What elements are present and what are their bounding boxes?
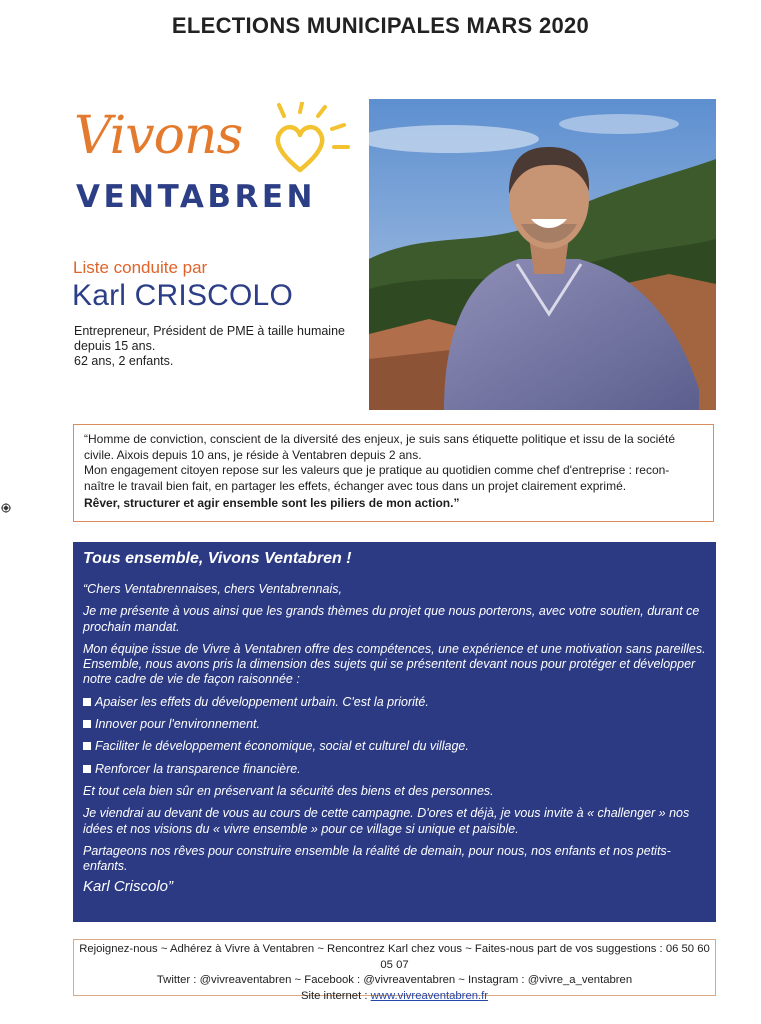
quote-line: naître le travail bien fait, en partager les effets, échanger avec tous dans un projet clairement exprimé.	[84, 478, 627, 493]
logo-script-text: Vivons	[74, 106, 243, 166]
contact-footer	[73, 939, 716, 1002]
priority-item	[83, 695, 711, 710]
square-bullet-icon	[83, 742, 91, 750]
site-label: Site internet :	[300, 989, 371, 1002]
bio-line: depuis 15 ans.	[74, 339, 156, 353]
page-title: ELECTIONS MUNICIPALES MARS 2020	[171, 13, 590, 38]
manifesto-body	[83, 582, 711, 881]
logo-wordmark: VENTABREN	[76, 179, 316, 215]
manifesto-intro: Je me présente à vous ainsi que les grands thèmes du projet que nous porterons, avec votre soutien, durant ce prochain mandat.	[83, 604, 700, 634]
candidate-bio	[74, 324, 364, 369]
footer-line-site	[74, 989, 715, 1005]
square-bullet-icon	[83, 698, 91, 706]
priority-item	[83, 739, 711, 754]
candidate-quote-box	[73, 424, 714, 522]
quote-emphasis: Rêver, structurer et agir ensemble sont les piliers de mon action.”	[84, 496, 460, 510]
candidate-portrait-photo	[369, 99, 716, 410]
priority-text: Apaiser les effets du développement urbain. C'est la priorité.	[95, 694, 429, 709]
bio-line: 62 ans, 2 enfants.	[74, 354, 174, 368]
priority-text: Faciliter le développement économique, social et culturel du village.	[95, 739, 469, 754]
footer-line-contact: Rejoignez-nous ~ Adhérez à Vivre à Ventabren ~ Rencontrez Karl chez vous ~ Faites-nous part de vos suggestions : 06 50 60 05 07	[79, 943, 710, 971]
manifesto-greeting: “Chers Ventabrennaises, chers Ventabrennais,	[83, 582, 342, 596]
square-bullet-icon	[83, 720, 91, 728]
footer-line-social: Twitter : @vivreaventabren ~ Facebook : @vivreaventabren ~ Instagram : @vivre_a_ventabren	[156, 974, 633, 986]
manifesto-signature: Karl Criscolo”	[83, 878, 174, 895]
manifesto-safety: Et tout cela bien sûr en préservant la sécurité des biens et des personnes.	[83, 783, 494, 798]
candidate-name: Karl CRISCOLO	[72, 279, 293, 312]
manifesto-panel	[73, 542, 716, 922]
priority-item	[83, 717, 711, 732]
priority-text: Renforcer la transparence financière.	[95, 761, 301, 776]
priority-text: Innover pour l'environnement.	[95, 717, 260, 732]
manifesto-meet: Je viendrai au devant de vous au cours de cette campagne. D'ores et déjà, je vous invite à « challenger » nos idées et nos visions du « vivre ensemble » pour ce village si unique et paisible.	[83, 806, 690, 836]
quote-line: “Homme de conviction, conscient de la diversité des enjeux, je suis sans étiquette politique et issu de la société	[84, 432, 675, 446]
vivons-ventabren-logo	[70, 92, 370, 222]
lead-label: Liste conduite par	[73, 258, 208, 277]
manifesto-team: Mon équipe issue de Vivre à Ventabren offre des compétences, une expérience et une motivation sans pareilles. Ensemble, nous avons pris la dimension des sujets qui se présentent devant nous pour protéger et développer notre cadre de vie de façon raisonnée :	[83, 641, 706, 687]
quote-line: Mon engagement citoyen repose sur les valeurs que je pratique au quotidien comme chef d'entreprise : recon-	[84, 463, 670, 477]
heart-sun-icon	[270, 102, 360, 182]
manifesto-closing: Partageons nos rêves pour construire ensemble la réalité de demain, pour nous, nos enfants et nos petits-enfants.	[83, 843, 671, 874]
bio-line: Entrepreneur, Président de PME à taille humaine	[74, 324, 345, 338]
registration-mark-icon	[1, 503, 11, 513]
quote-line: civile. Aixois depuis 10 ans, je réside à Ventabren depuis 2 ans.	[84, 447, 422, 462]
manifesto-title: Tous ensemble, Vivons Ventabren !	[83, 550, 352, 567]
square-bullet-icon	[83, 765, 91, 773]
priority-item	[83, 762, 711, 777]
website-link[interactable]: www.vivreaventabren.fr	[370, 989, 489, 1002]
